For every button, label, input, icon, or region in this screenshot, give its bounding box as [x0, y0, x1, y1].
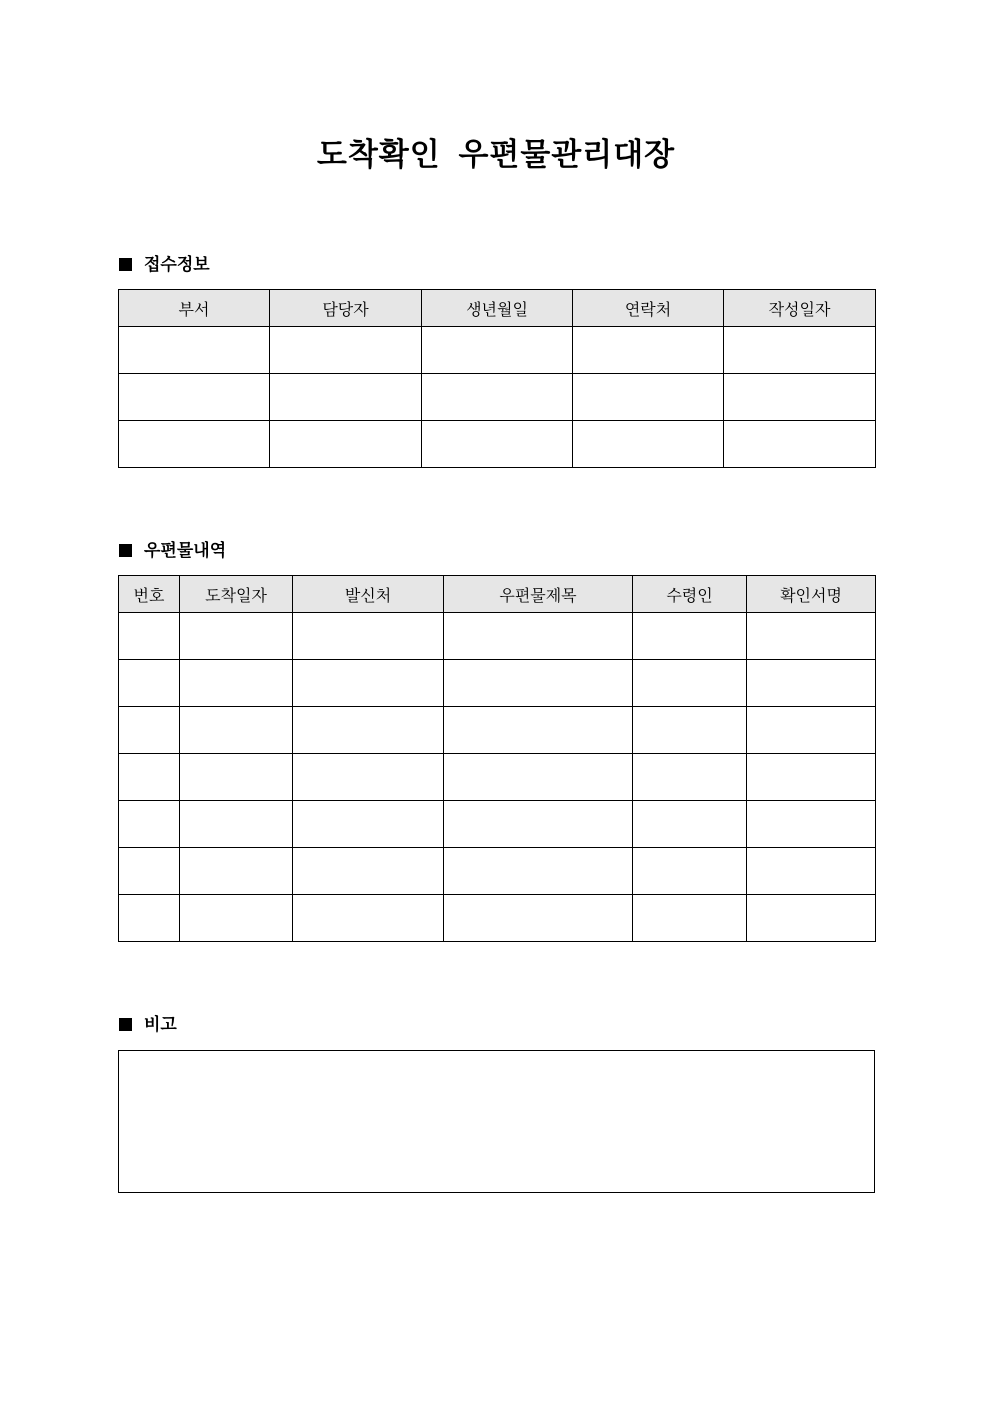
table-cell[interactable] [180, 895, 293, 942]
reception-col-birthdate: 생년월일 [422, 290, 573, 327]
section-heading-mail-label: 우편물내역 [144, 541, 227, 561]
table-cell[interactable] [119, 754, 180, 801]
table-cell[interactable] [747, 801, 876, 848]
mail-col-signature: 확인서명 [747, 576, 876, 613]
table-cell[interactable] [633, 660, 747, 707]
table-row [119, 327, 876, 374]
mail-col-mail-title: 우편물제목 [444, 576, 633, 613]
table-cell[interactable] [180, 660, 293, 707]
section-heading-reception [119, 253, 210, 277]
reception-header-row [119, 290, 876, 327]
table-cell[interactable] [444, 895, 633, 942]
table-cell[interactable] [119, 374, 270, 421]
square-bullet-icon [119, 1018, 132, 1031]
mail-col-number: 번호 [119, 576, 180, 613]
table-cell[interactable] [444, 660, 633, 707]
square-bullet-icon [119, 258, 132, 271]
table-cell[interactable] [573, 374, 724, 421]
table-cell[interactable] [633, 754, 747, 801]
table-cell[interactable] [293, 660, 444, 707]
table-cell[interactable] [293, 613, 444, 660]
table-cell[interactable] [747, 754, 876, 801]
table-cell[interactable] [724, 421, 876, 468]
reception-col-manager: 담당자 [270, 290, 422, 327]
table-cell[interactable] [422, 327, 573, 374]
table-row [119, 707, 876, 754]
table-row [119, 613, 876, 660]
table-cell[interactable] [180, 801, 293, 848]
mail-col-sender: 발신처 [293, 576, 444, 613]
table-cell[interactable] [180, 848, 293, 895]
section-heading-mail [119, 539, 226, 563]
table-cell[interactable] [180, 707, 293, 754]
table-cell[interactable] [422, 374, 573, 421]
mail-header-row [119, 576, 876, 613]
table-cell[interactable] [180, 754, 293, 801]
table-cell[interactable] [270, 327, 422, 374]
table-cell[interactable] [444, 707, 633, 754]
remarks-box[interactable] [118, 1050, 875, 1193]
section-heading-remarks-label: 비고 [144, 1015, 177, 1035]
table-cell[interactable] [119, 801, 180, 848]
reception-table [118, 289, 876, 468]
table-cell[interactable] [293, 801, 444, 848]
table-cell[interactable] [119, 848, 180, 895]
document-title: 도착확인 우편물관리대장 [316, 137, 676, 173]
table-row [119, 848, 876, 895]
table-cell[interactable] [119, 613, 180, 660]
table-cell[interactable] [747, 613, 876, 660]
table-cell[interactable] [270, 421, 422, 468]
mail-table [118, 575, 876, 942]
mail-col-recipient: 수령인 [633, 576, 747, 613]
table-cell[interactable] [119, 660, 180, 707]
table-cell[interactable] [633, 801, 747, 848]
table-cell[interactable] [422, 421, 573, 468]
table-row [119, 660, 876, 707]
table-row [119, 421, 876, 468]
table-cell[interactable] [119, 895, 180, 942]
mail-col-arrival-date: 도착일자 [180, 576, 293, 613]
table-cell[interactable] [633, 707, 747, 754]
table-cell[interactable] [293, 707, 444, 754]
table-cell[interactable] [180, 613, 293, 660]
table-cell[interactable] [633, 613, 747, 660]
table-cell[interactable] [724, 327, 876, 374]
table-cell[interactable] [293, 895, 444, 942]
table-cell[interactable] [573, 327, 724, 374]
table-cell[interactable] [444, 848, 633, 895]
reception-col-department: 부서 [119, 290, 270, 327]
table-cell[interactable] [633, 895, 747, 942]
square-bullet-icon [119, 544, 132, 557]
table-cell[interactable] [747, 707, 876, 754]
table-cell[interactable] [270, 374, 422, 421]
table-cell[interactable] [119, 421, 270, 468]
reception-col-contact: 연락처 [573, 290, 724, 327]
table-cell[interactable] [747, 895, 876, 942]
table-cell[interactable] [444, 613, 633, 660]
table-cell[interactable] [444, 801, 633, 848]
section-heading-reception-label: 접수정보 [144, 255, 210, 275]
table-cell[interactable] [747, 660, 876, 707]
table-cell[interactable] [119, 707, 180, 754]
table-cell[interactable] [724, 374, 876, 421]
table-cell[interactable] [573, 421, 724, 468]
table-row [119, 374, 876, 421]
table-cell[interactable] [293, 848, 444, 895]
table-row [119, 801, 876, 848]
section-heading-remarks [119, 1013, 177, 1037]
reception-col-date-written: 작성일자 [724, 290, 876, 327]
table-row [119, 895, 876, 942]
table-cell[interactable] [633, 848, 747, 895]
table-cell[interactable] [293, 754, 444, 801]
table-cell[interactable] [444, 754, 633, 801]
table-row [119, 754, 876, 801]
table-cell[interactable] [747, 848, 876, 895]
table-cell[interactable] [119, 327, 270, 374]
